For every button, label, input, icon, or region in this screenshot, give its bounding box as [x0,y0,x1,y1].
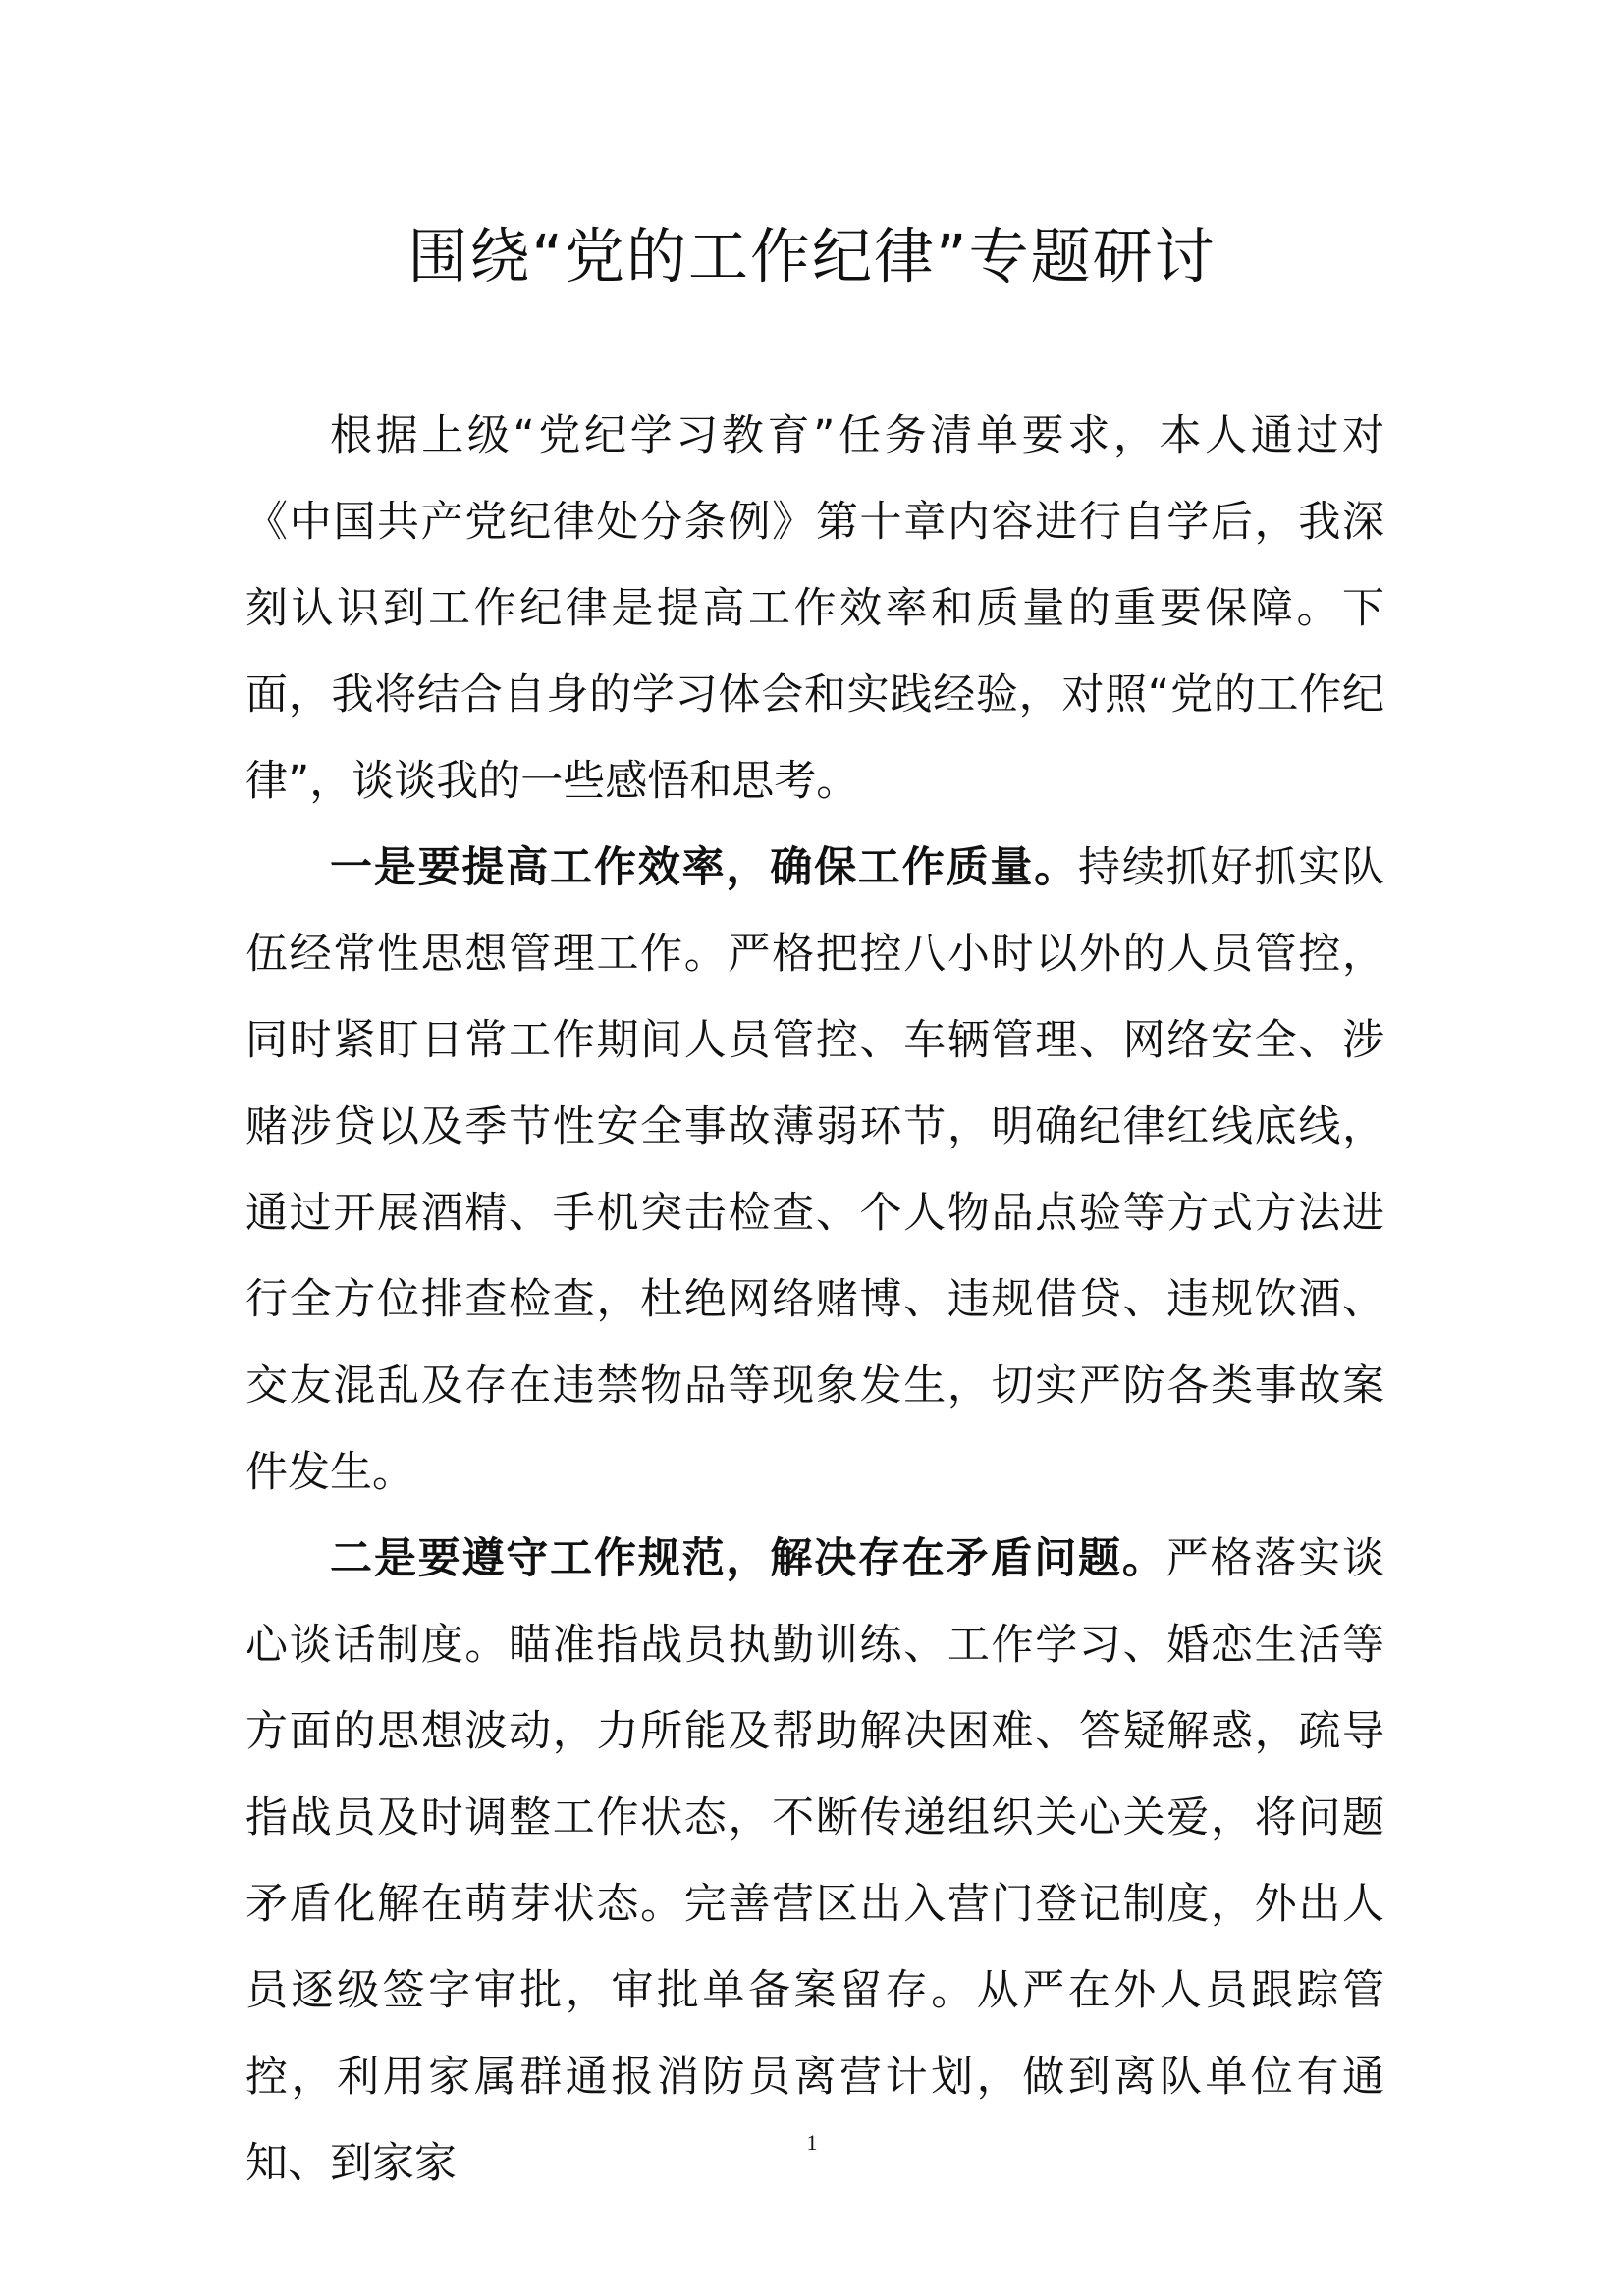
paragraph-intro [245,393,1384,825]
paragraph-point-two [245,1516,1384,2207]
paragraph-lead: 二是要遵守工作规范，解决存在矛盾问题。 [330,1534,1166,1583]
paragraph-text: 严格落实谈心谈话制度。瞄准指战员执勤训练、工作学习、婚恋生活等方面的思想波动，力所能及帮助解决困难、答疑解惑，疏导指战员及时调整工作状态，不断传递组织关心关爱，将问题矛盾化解在萌芽状态。完善营区出入营门登记制度，外出人员逐级签字审批，审批单备案留存。从严在外人员跟踪管控，利用家属群通报消防员离营计划，做到离队单位有通知、到家家 [245,1534,1385,2188]
paragraph-text: 根据上级“党纪学习教育”任务清单要求，本人通过对《中国共产党纪律处分条例》第十章内容进行自学后，我深刻认识到工作纪律是提高工作效率和质量的重要保障。下面，我将结合自身的学习体会和实践经验，对照“党的工作纪律”，谈谈我的一些感悟和思考。 [245,411,1384,806]
document-body [245,393,1384,2207]
page-title: 围绕“党的工作纪律”专题研讨 [407,222,1217,292]
paragraph-point-one [245,825,1384,1516]
paragraph-lead: 一是要提高工作效率，确保工作质量。 [330,843,1079,892]
page-number: 1 [806,2130,818,2155]
paragraph-text: 持续抓好抓实队伍经常性思想管理工作。严格把控八小时以外的人员管控，同时紧盯日常工作期间人员管控、车辆管理、网络安全、涉赌涉贷以及季节性安全事故薄弱环节，明确纪律红线底线，通过开展酒精、手机突击检查、个人物品点验等方式方法进行全方位排查检查，杜绝网络赌博、违规借贷、违规饮酒、交友混乱及存在违禁物品等现象发生，切实严防各类事故案件发生。 [245,843,1385,1497]
